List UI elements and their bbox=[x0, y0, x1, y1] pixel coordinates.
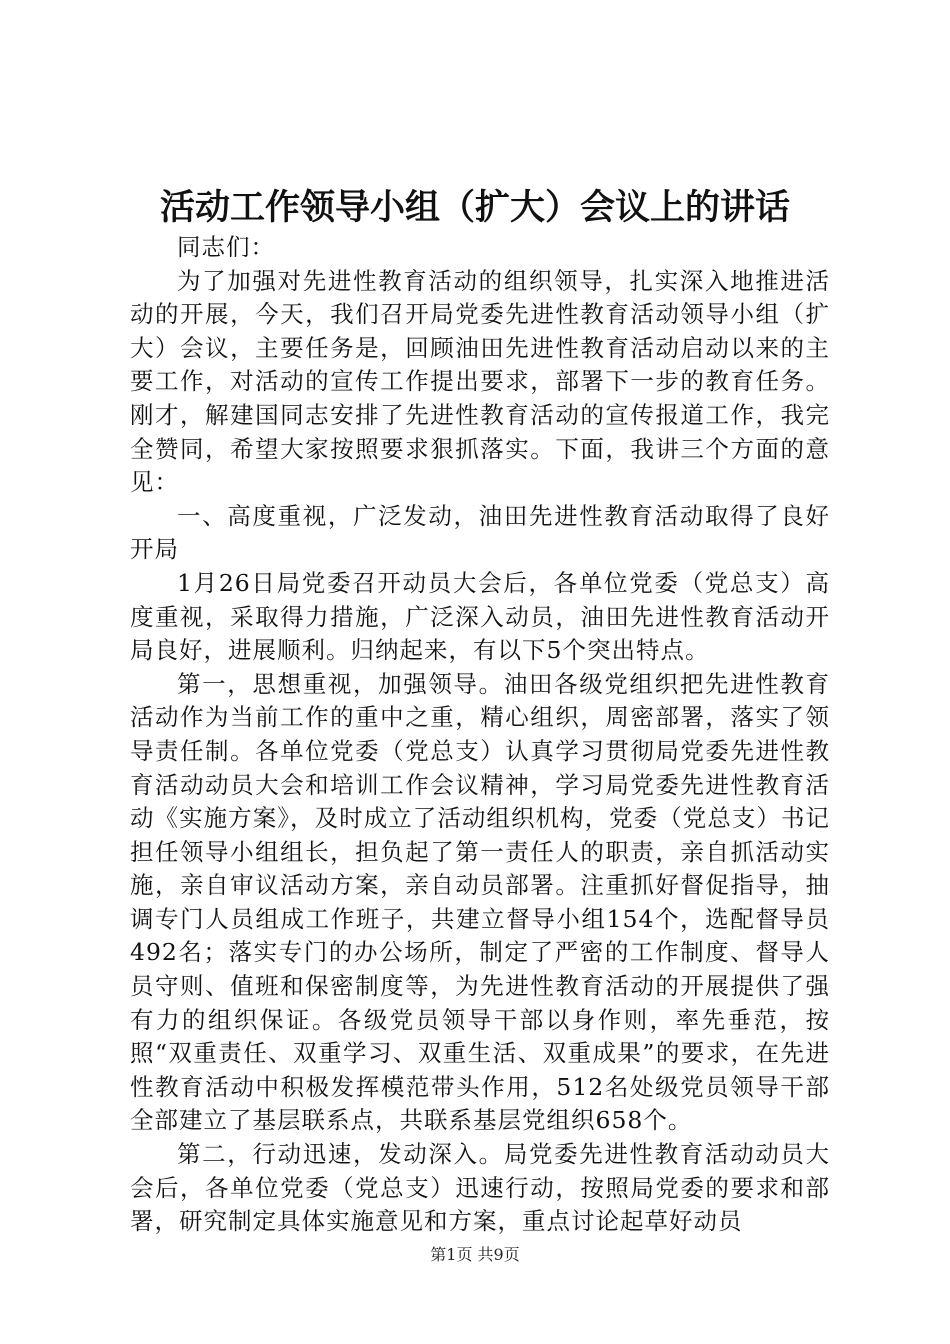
page-footer: 第1页 共9页 bbox=[430, 1245, 520, 1264]
document-title: 活动工作领导小组（扩大）会议上的讲话 bbox=[159, 187, 790, 228]
paragraph: 第一，思想重视，加强领导。油田各级党组织把先进性教育活动作为当前工作的重中之重，精心组织，周密部署，落实了领导责任制。各单位党委（党总支）认真学习贯彻局党委先进性教育活动动员大会和培训工作会议精神，学习局党委先进性教育活动《实施方案》，及时成立了活动组织机构，党委（党总支）书记担任领导小组组长，担负起了第一责任人的职责，亲自抓活动实施，亲自审议活动方案，亲自动员部署。注重抓好督促指导，抽调专门人员组成工作班子，共建立督导小组154个，选配督导员492名；落实专门的办公场所，制定了严密的工作制度、督导人员守则、值班和保密制度等，为先进性教育活动的开展提供了强有力的组织保证。各级党员领导干部以身作则，率先垂范，按照“双重责任、双重学习、双重生活、双重成果”的要求，在先进性教育活动中积极发挥模范带头作用，512名处级党员领导干部全部建立了基层联系点，共联系基层党组织658个。 bbox=[130, 669, 830, 1135]
paragraph: 第二，行动迅速，发动深入。局党委先进性教育活动动员大会后，各单位党委（党总支）迅速行动，按照局党委的要求和部署，研究制定具体实施意见和方案，重点讨论起草好动员 bbox=[130, 1140, 830, 1236]
salutation: 同志们： bbox=[177, 233, 275, 261]
section-heading: 一、高度重视，广泛发动，油田先进性教育活动取得了良好开局 bbox=[130, 501, 830, 564]
document-body bbox=[130, 231, 830, 1239]
paragraph: 1月26日局党委召开动员大会后，各单位党委（党总支）高度重视，采取得力措施，广泛深入动员，油田先进性教育活动开局良好，进展顺利。归纳起来，有以下5个突出特点。 bbox=[130, 568, 830, 665]
paragraph: 为了加强对先进性教育活动的组织领导，扎实深入地推进活动的开展，今天，我们召开局党委先进性教育活动领导小组（扩大）会议，主要任务是，回顾油田先进性教育活动启动以来的主要工作，对活动的宣传工作提出要求，部署下一步的教育任务。刚才，解建国同志安排了先进性教育活动的宣传报道工作，我完全赞同，希望大家按照要求狠抓落实。下面，我讲三个方面的意见： bbox=[130, 266, 830, 497]
